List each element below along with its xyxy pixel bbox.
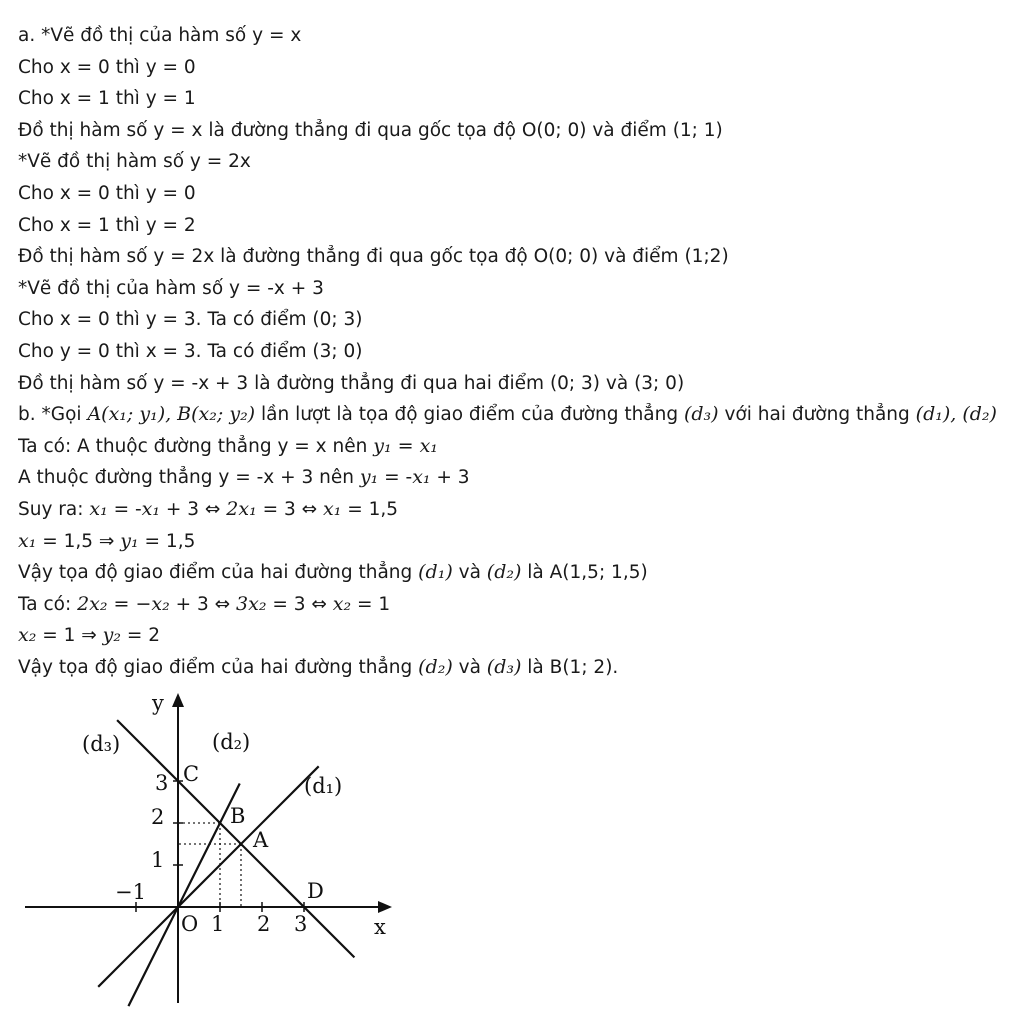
text-segment: Suy ra:: [18, 498, 90, 520]
point-label-c: C: [183, 762, 200, 786]
text-segment: b. *Gọi: [18, 404, 88, 426]
text-segment: và: [452, 656, 487, 678]
math-expression: x₂: [18, 624, 37, 647]
text-segment: Cho x = 0 thì y = 0: [18, 56, 196, 78]
math-expression: A(x₁; y₁), B(x₂; y₂): [87, 403, 256, 426]
text-line: [18, 273, 1024, 305]
line-label-d2: (d₂): [212, 730, 251, 754]
text-segment: + 3 ⇔: [169, 593, 237, 615]
text-line: [18, 336, 1024, 368]
axis-y-label: y: [152, 691, 164, 715]
text-line: [18, 652, 1024, 684]
math-expression: 2x₁: [226, 497, 257, 520]
math-expression: y₁ = x₁: [373, 434, 438, 457]
text-segment: với hai đường thẳng: [718, 404, 916, 426]
text-segment: = 1 ⇒: [36, 625, 103, 647]
math-expression: (d₁), (d₂): [915, 403, 997, 426]
y-tick-label-3: 3: [155, 771, 169, 795]
math-expression: (d₁): [418, 561, 453, 584]
axis-ticks: [136, 781, 304, 912]
math-expression: (d₂): [486, 561, 522, 584]
math-expression: x₁: [18, 529, 37, 552]
text-line: [18, 146, 1024, 178]
text-segment: Cho y = 0 thì x = 3. Ta có điểm (3; 0): [18, 340, 363, 362]
text-segment: Vậy tọa độ giao điểm của hai đường thẳng: [18, 656, 419, 678]
text-segment: = -: [378, 467, 413, 489]
math-expression: y₁: [120, 529, 139, 552]
text-line: [18, 83, 1024, 115]
graph-line-3: [117, 720, 354, 957]
text-segment: a. *Vẽ đồ thị của hàm số y = x: [18, 25, 302, 46]
x-tick-label-2: 2: [257, 912, 271, 936]
text-line: [18, 178, 1024, 210]
x-axis-arrow: [378, 901, 392, 913]
text-segment: = 2: [121, 625, 161, 647]
y-tick-label-2: 2: [151, 805, 165, 829]
math-expression: x₁: [412, 466, 431, 489]
text-segment: lần lượt là tọa độ giao điểm của đường thẳng: [255, 404, 684, 426]
text-line: [18, 368, 1024, 400]
text-segment: + 3: [430, 467, 470, 489]
line-label-d1: (d₁): [304, 774, 343, 798]
text-segment: = 3 ⇔: [256, 498, 324, 520]
text-segment: *Vẽ đồ thị hàm số y = 2x: [18, 151, 251, 173]
text-segment: A thuộc đường thẳng y = -x + 3 nên: [18, 467, 360, 489]
math-expression: 3x₂: [236, 592, 267, 615]
text-line: [18, 620, 1024, 652]
axis-x-label: x: [374, 915, 386, 939]
math-expression: x₁: [141, 497, 160, 520]
math-expression: (d₃): [683, 403, 719, 426]
point-label-d: D: [307, 879, 324, 903]
text-line: [18, 115, 1024, 147]
text-segment: Đồ thị hàm số y = -x + 3 là đường thẳng đi qua hai điểm (0; 3) và (3; 0): [18, 372, 685, 394]
math-expression: y₁: [359, 466, 379, 489]
point-label-a: A: [253, 828, 269, 852]
text-line: [18, 494, 1024, 526]
graph-lines: [98, 720, 354, 1006]
text-line: [18, 52, 1024, 84]
text-segment: là B(1; 2).: [521, 656, 619, 678]
math-expression: (d₂): [418, 655, 453, 678]
text-segment: = 1,5 ⇒: [36, 530, 121, 552]
text-segment: và: [452, 562, 487, 584]
text-segment: = 1: [351, 593, 391, 615]
text-segment: Đồ thị hàm số y = 2x là đường thẳng đi qua gốc tọa độ O(0; 0) và điểm (1;2): [18, 246, 729, 268]
x-tick-label-3: 3: [294, 912, 308, 936]
text-segment: + 3 ⇔: [160, 498, 227, 520]
text-segment: = 1,5: [341, 498, 399, 520]
text-segment: = 3 ⇔: [266, 593, 333, 615]
origin-label: O: [181, 912, 199, 936]
text-line: [18, 399, 1024, 431]
text-line: [18, 20, 1024, 52]
point-label-b: B: [230, 804, 246, 828]
text-line: [18, 304, 1024, 336]
graph-figure: [20, 685, 420, 1015]
text-segment: Cho x = 1 thì y = 2: [18, 214, 196, 236]
text-segment: Ta có: A thuộc đường thẳng y = x nên: [18, 435, 374, 457]
math-expression: x₂: [332, 592, 352, 615]
math-expression: x₁: [89, 497, 108, 520]
math-expression: 2x₂ = −x₂: [77, 592, 170, 615]
text-segment: = -: [107, 498, 142, 520]
text-line: [18, 210, 1024, 242]
graph-svg: [20, 685, 420, 1015]
graph-line-1: [98, 766, 319, 987]
x-tick-label-neg1: −1: [115, 880, 146, 904]
y-tick-label-1: 1: [151, 848, 165, 872]
math-expression: y₂: [102, 624, 121, 647]
text-segment: Cho x = 0 thì y = 3. Ta có điểm (0; 3): [18, 309, 363, 331]
text-segment: = 1,5: [138, 530, 196, 552]
text-segment: *Vẽ đồ thị của hàm số y = -x + 3: [18, 277, 324, 299]
text-line: [18, 589, 1024, 621]
text-segment: Ta có:: [18, 593, 78, 615]
math-expression: x₁: [323, 497, 342, 520]
math-expression: (d₃): [486, 655, 522, 678]
text-segment: Cho x = 0 thì y = 0: [18, 182, 196, 204]
text-segment: là A(1,5; 1,5): [521, 562, 648, 584]
text-segment: Vậy tọa độ giao điểm của hai đường thẳng: [18, 562, 419, 584]
x-tick-label-1: 1: [211, 912, 225, 936]
text-line: [18, 431, 1024, 463]
text-line: [18, 557, 1024, 589]
text-segment: Cho x = 1 thì y = 1: [18, 88, 196, 110]
text-line: [18, 462, 1024, 494]
y-axis-arrow: [172, 693, 184, 707]
text-line: [18, 241, 1024, 273]
solution-text: [18, 20, 1024, 683]
text-line: [18, 526, 1024, 558]
line-label-d3: (d₃): [82, 732, 121, 756]
text-segment: Đồ thị hàm số y = x là đường thẳng đi qua gốc tọa độ O(0; 0) và điểm (1; 1): [18, 119, 723, 141]
